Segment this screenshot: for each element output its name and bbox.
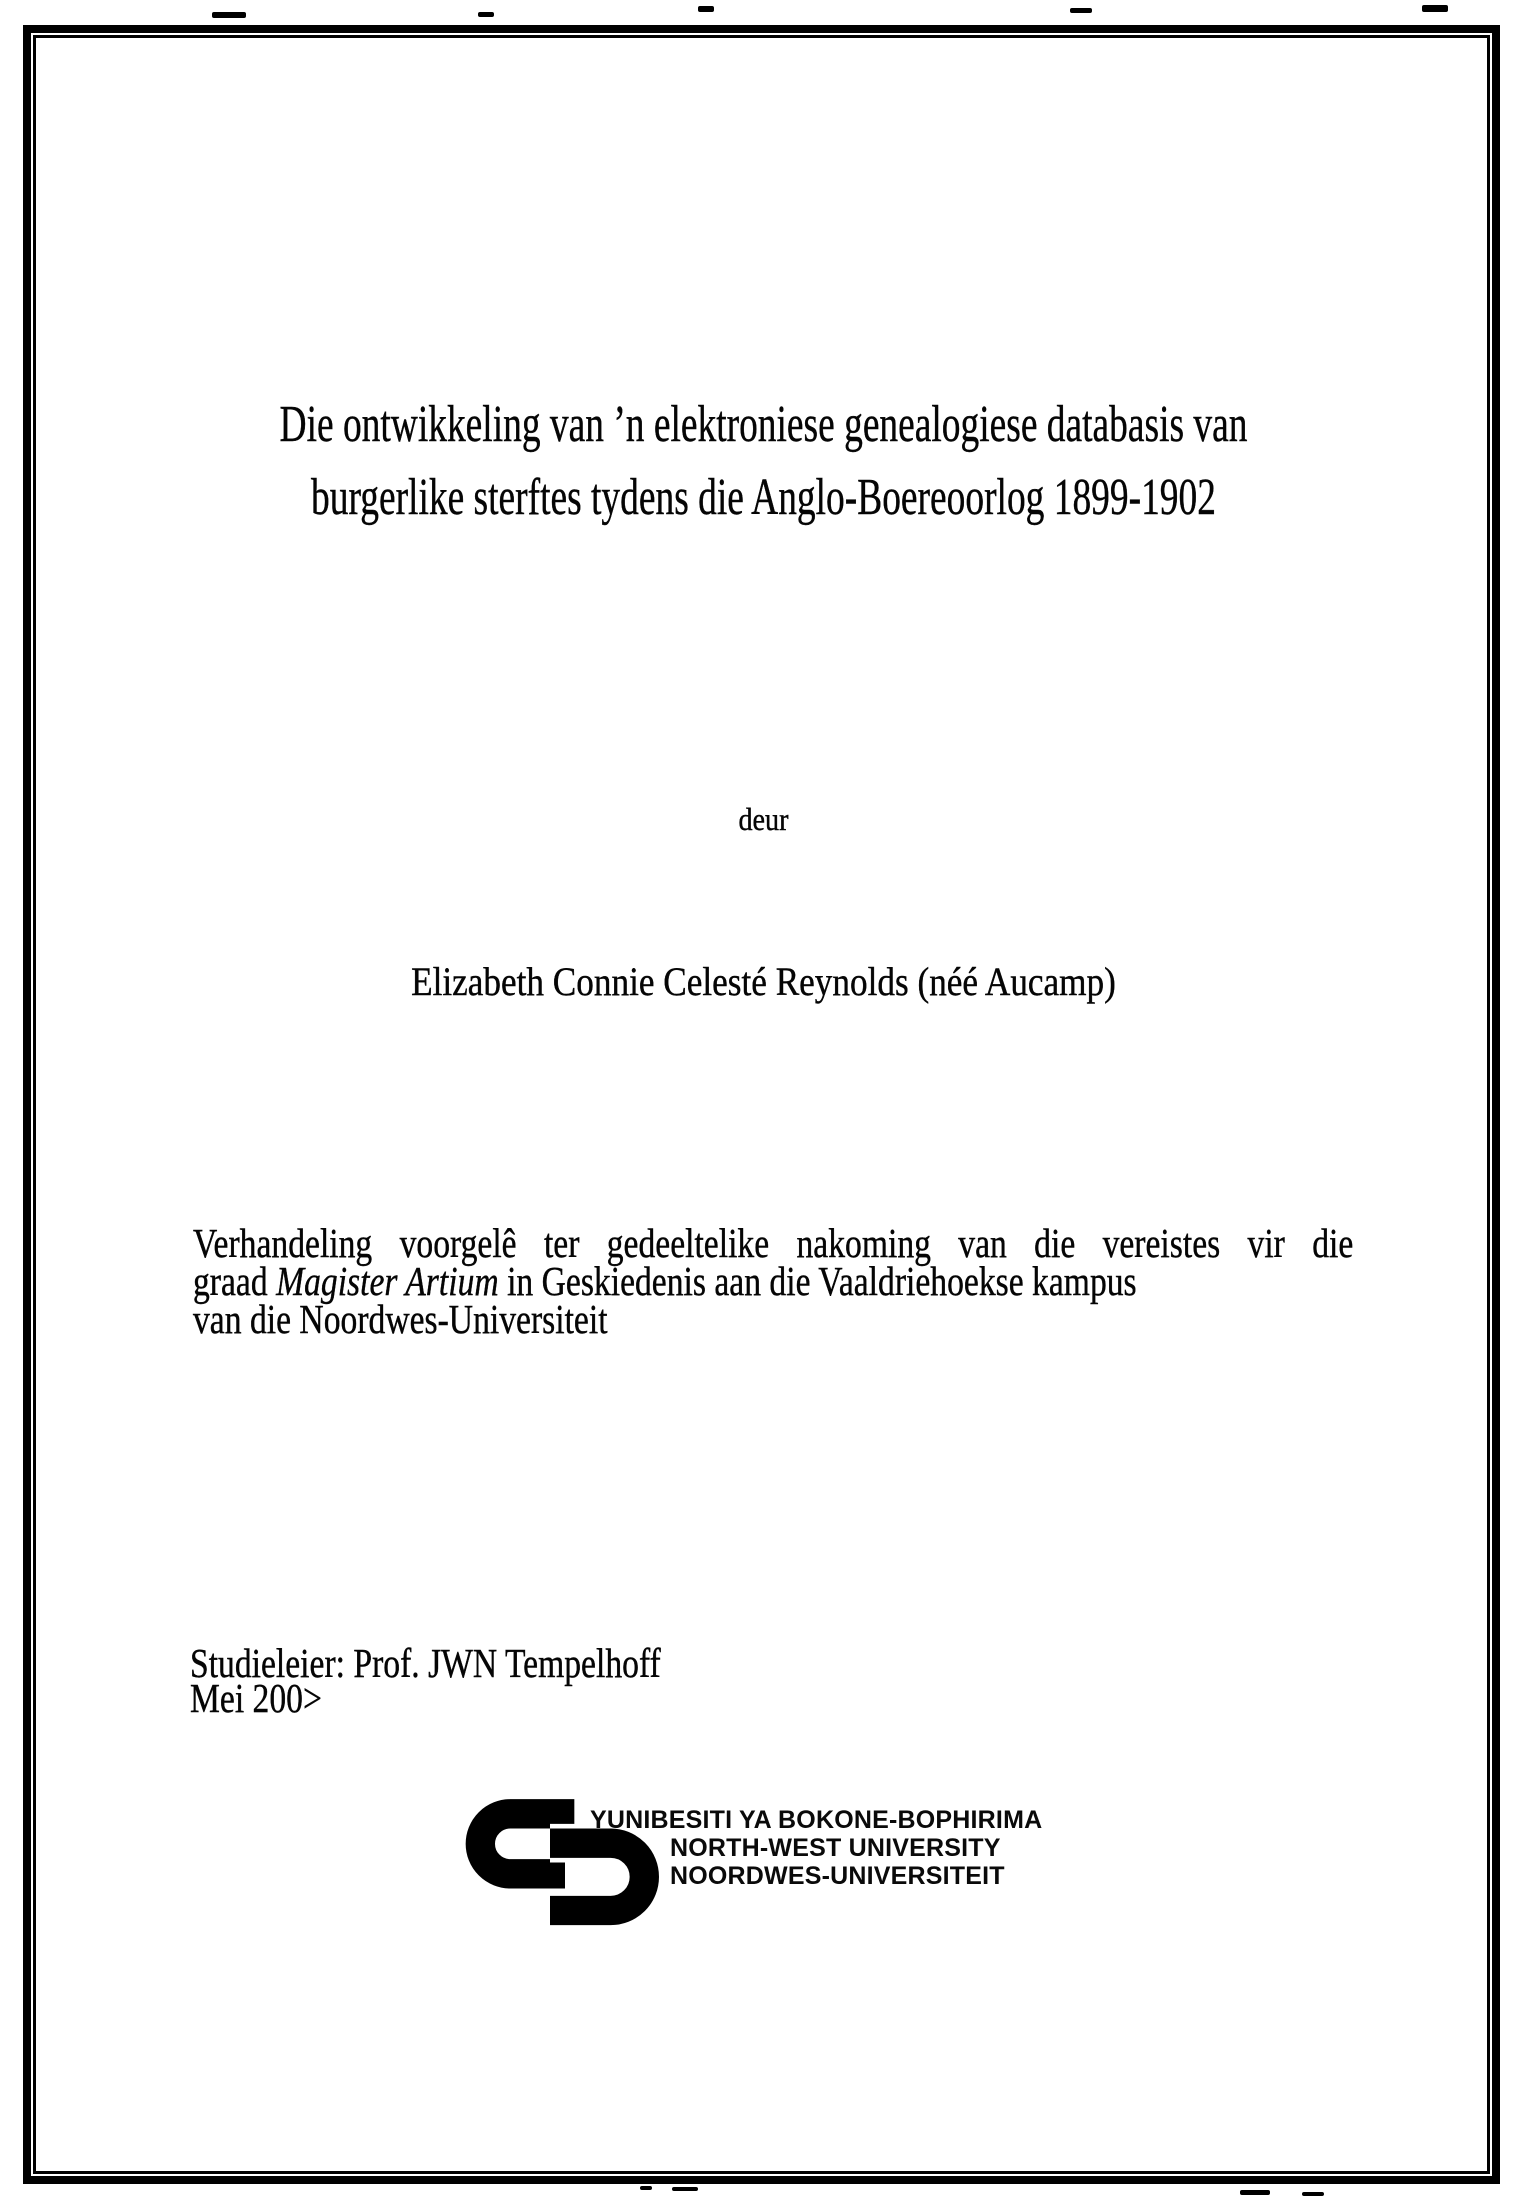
supervisor-block [190,1640,1010,1721]
university-logo [465,1799,1165,1939]
degree-statement-line-2-post: in Geskiedenis aan die Vaaldriehoekse kampus [498,1258,1137,1304]
logo-line-setswana: YUNIBESITI YA BOKONE-BOPHIRIMA [590,1806,1043,1834]
scan-artifact [640,2186,652,2190]
date-line: Mei 200> [190,1675,322,1721]
scan-artifact [1070,8,1092,13]
degree-statement-line-2-pre: graad [193,1258,277,1304]
thesis-title-line-2: burgerlike sterftes tydens die Anglo-Boereoorlog 1899-1902 [311,469,1216,526]
degree-statement-line-1: Verhandeling voorgelê ter gedeeltelike nakoming van die vereistes vir die [193,1220,1354,1266]
degree-statement [193,1220,1354,1342]
degree-title-italic: Magister Artium [276,1258,499,1304]
scan-artifact [672,2187,698,2191]
university-logo-text [590,1806,1042,1890]
scan-artifact [698,6,714,12]
scan-artifact [1422,5,1448,12]
scan-artifact [1302,2192,1324,2196]
logo-line-afrikaans: NOORDWES-UNIVERSITEIT [670,1862,1005,1890]
degree-statement-line-2 [193,1258,1353,1304]
author-name: Elizabeth Connie Celesté Reynolds (néé Aucamp) [411,959,1116,1004]
supervisor-line: Studieleier: Prof. JWN Tempelhoff [190,1640,661,1686]
thesis-title-line-1: Die ontwikkeling van ’n elektroniese genealogiese databasis van [279,396,1248,453]
byline: deur [738,801,789,837]
scan-artifact [212,12,246,18]
logo-line-english: NORTH-WEST UNIVERSITY [670,1834,1001,1862]
scan-artifact [478,12,494,17]
scan-artifact [1240,2190,1270,2195]
degree-statement-line-3: van die Noordwes-Universiteit [193,1296,608,1342]
thesis-title [214,388,1313,534]
